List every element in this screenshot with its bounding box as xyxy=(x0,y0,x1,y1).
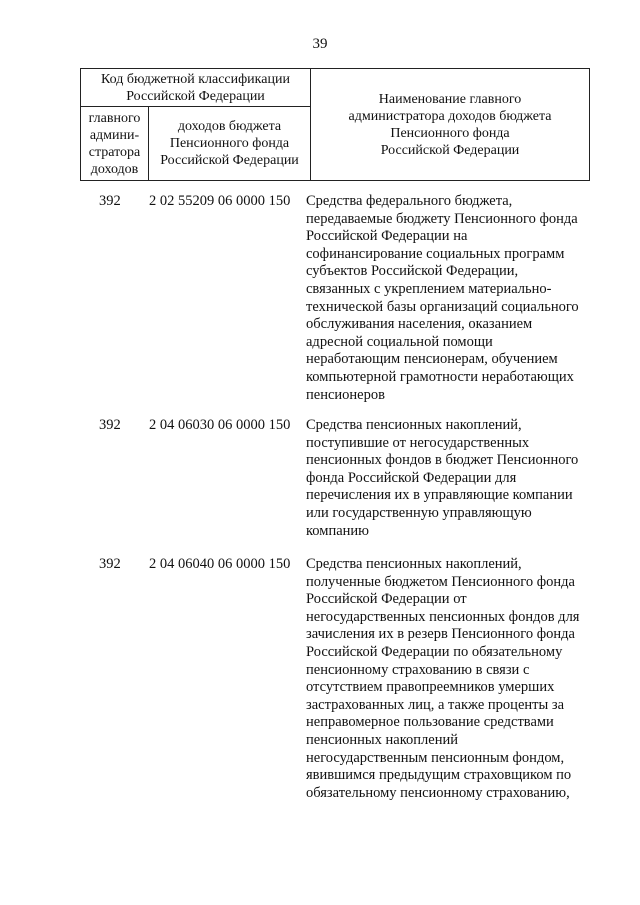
text-line: пенсионных фондов в бюджет Пенсионного xyxy=(306,452,579,469)
chief-administrator-header xyxy=(81,107,149,181)
text-line: субъектов Российской Федерации, xyxy=(306,263,519,280)
text-line: обязательному пенсионному страхованию, xyxy=(306,784,570,801)
text-line: компанию xyxy=(306,522,370,539)
text-line: пенсионеров xyxy=(306,386,385,403)
text-line: негосударственных пенсионных фондов для xyxy=(306,608,580,625)
text-line: неработающим пенсионерам, обучением xyxy=(306,351,558,368)
budget-code: 2 04 06030 06 0000 150 xyxy=(149,417,291,433)
header-line: Пенсионного фонда xyxy=(169,136,290,151)
text-line: технической базы организаций социального xyxy=(306,298,579,315)
text-line: зачисления их в резерв Пенсионного фонда xyxy=(306,626,575,643)
administrator-name-header xyxy=(311,69,590,181)
text-line: компьютерной грамотности неработающих xyxy=(306,368,574,385)
header-line: Российской Федерации xyxy=(380,142,520,158)
text-line: перечисления их в управляющие компании xyxy=(306,487,573,504)
administrator-code: 392 xyxy=(99,556,121,572)
text-line: адресной социальной помощи xyxy=(306,333,493,350)
text-line: обслуживания населения, оказанием xyxy=(306,316,533,333)
text-line: Российской Федерации на xyxy=(306,228,468,245)
text-line: пенсионному страхованию в связи с xyxy=(306,661,530,678)
text-line: софинансирование социальных программ xyxy=(306,245,565,262)
administrator-code: 392 xyxy=(99,417,121,433)
header-line: доходов бюджета xyxy=(177,119,282,134)
income-name xyxy=(306,417,594,540)
budget-code: 2 04 06040 06 0000 150 xyxy=(149,556,291,572)
text-line: застрахованных лиц, а также проценты за xyxy=(306,696,565,713)
budget-code: 2 02 55209 06 0000 150 xyxy=(149,193,291,209)
fund-income-header xyxy=(149,107,311,181)
text-line: связанных с укреплением материально- xyxy=(306,280,552,297)
page-number: 39 xyxy=(312,36,328,52)
text-line: или государственную управляющую xyxy=(306,504,532,521)
budget-classification-code-header xyxy=(81,69,311,107)
header-line: Российской Федерации xyxy=(126,88,265,104)
header-line: доходов xyxy=(90,161,139,177)
header-line: стратора xyxy=(88,144,141,160)
text-line: полученные бюджетом Пенсионного фонда xyxy=(306,573,575,590)
text-line: Средства федерального бюджета, xyxy=(306,193,513,209)
header-line: Наименование главного xyxy=(378,91,522,107)
text-line: пенсионных накоплений xyxy=(306,731,459,748)
header-line: Код бюджетной классификации xyxy=(101,71,290,87)
header-line: главного xyxy=(88,110,141,126)
text-line: Российской Федерации по обязательному xyxy=(306,643,563,660)
text-line: неправомерное пользование средствами xyxy=(306,714,554,731)
text-line: Средства пенсионных накоплений, xyxy=(306,556,522,572)
header-line: Пенсионного фонда xyxy=(390,125,510,141)
text-line: поступившие от негосударственных xyxy=(306,434,530,451)
income-name xyxy=(306,556,594,802)
text-line: передаваемые бюджету Пенсионного фонда xyxy=(306,210,578,227)
text-line: Российской Федерации от xyxy=(306,591,467,608)
administrator-code: 392 xyxy=(99,193,121,209)
header-line: администратора доходов бюджета xyxy=(348,108,552,124)
text-line: отсутствием правопреемников умерших xyxy=(306,679,555,696)
classification-header-table xyxy=(80,68,590,181)
header-line: Российской Федерации xyxy=(160,153,299,168)
text-line: негосударственным пенсионным фондом, xyxy=(306,749,565,766)
header-line: админи- xyxy=(89,127,140,143)
text-line: фонда Российской Федерации для xyxy=(306,469,517,486)
income-name xyxy=(306,193,594,404)
text-line: явившимся предыдущим страховщиком по xyxy=(306,767,572,784)
text-line: Средства пенсионных накоплений, xyxy=(306,417,522,433)
